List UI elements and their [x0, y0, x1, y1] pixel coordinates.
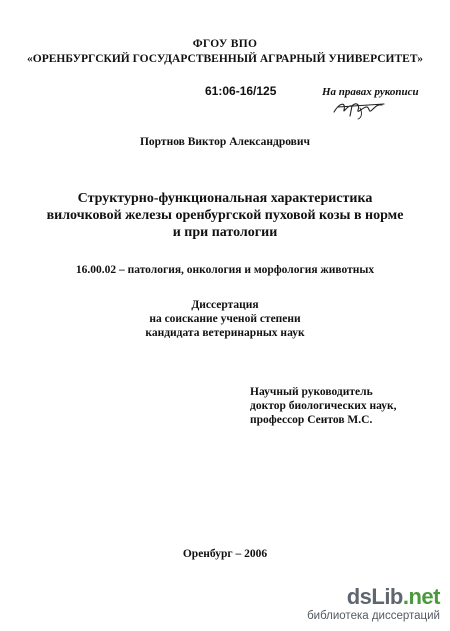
dissertation-title-line: и при патологии — [172, 225, 278, 240]
dslib-tagline: библиотека диссертаций — [307, 610, 440, 622]
dissertation-title-line: вилочковой железы оренбургской пуховой козы в норме — [46, 208, 404, 223]
author-name: Портнов Виктор Александрович — [139, 136, 311, 148]
dslib-watermark[interactable] — [307, 585, 440, 623]
dslib-logo — [307, 585, 440, 609]
udc-code: 61:06-16/125 — [205, 84, 277, 98]
city-year: Оренбург – 2006 — [182, 548, 268, 560]
supervisor-line: профессор Сеитов М.С. — [250, 414, 373, 426]
degree-line: кандидата ветеринарных наук — [145, 327, 305, 339]
dissertation-title-line: Структурно-функциональная характеристика — [77, 191, 373, 206]
university-name: «ОРЕНБУРГСКИЙ ГОСУДАРСТВЕННЫЙ АГРАРНЫЙ УНИВЕРСИТЕТ» — [27, 53, 423, 65]
supervisor-line: доктор биологических наук, — [250, 400, 397, 412]
organization-header: ФГОУ ВПО — [192, 38, 258, 50]
supervisor-line: Научный руководитель — [250, 386, 373, 398]
logo-main: dsLib — [346, 584, 403, 609]
handwritten-signature — [330, 98, 390, 120]
degree-line: Диссертация — [191, 299, 259, 311]
specialty-code: 16.00.02 – патология, онкология и морфология животных — [75, 264, 375, 276]
degree-line: на соискание ученой степени — [149, 313, 301, 325]
logo-suffix: .net — [402, 584, 440, 609]
manuscript-rights-note: На правах рукописи — [322, 86, 419, 98]
